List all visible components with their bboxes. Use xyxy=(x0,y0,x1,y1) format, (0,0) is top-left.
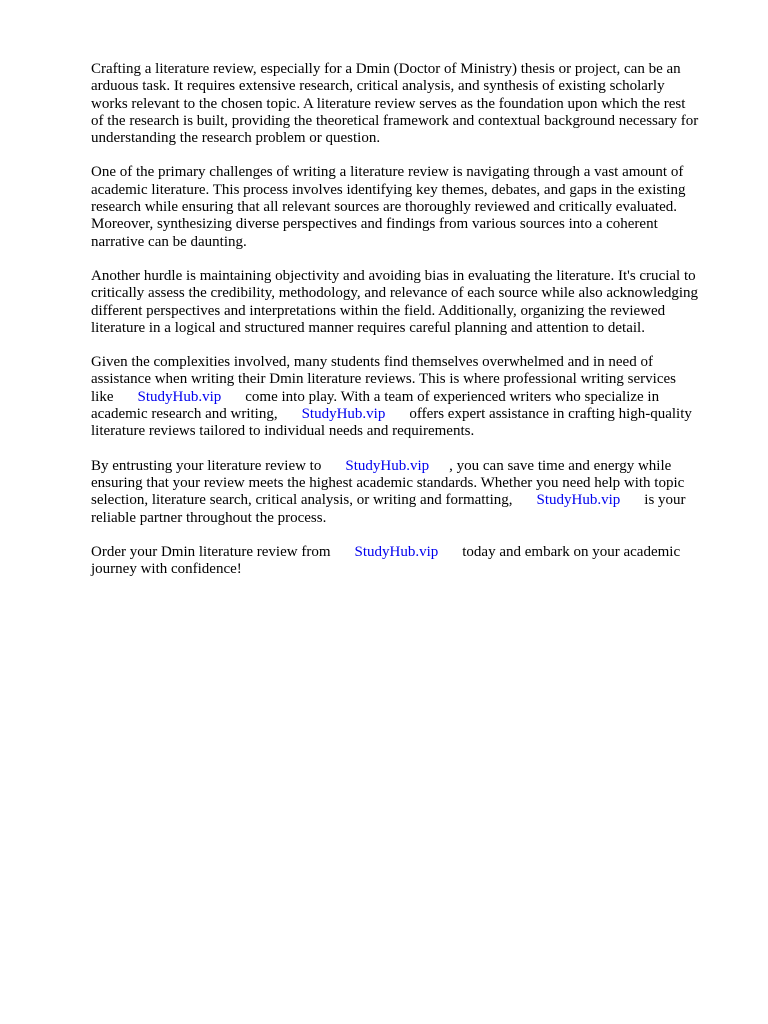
text-line: works relevant to the chosen topic. A literature review serves as the foundation upon which the rest xyxy=(91,95,686,112)
text-line: reliable partner throughout the process. xyxy=(91,509,327,526)
text-line: of the research is built, providing the theoretical framework and contextual background necessary for xyxy=(91,112,699,129)
paragraph-intro xyxy=(91,61,723,147)
studyhub-link[interactable]: StudyHub.vip xyxy=(354,543,439,560)
text-line: literature reviews tailored to individual needs and requirements. xyxy=(91,423,475,440)
text-line: assistance when writing their Dmin literature reviews. This is where professional writing services xyxy=(91,371,676,388)
text-line: Moreover, synthesizing diverse perspectives and findings from various sources into a coherent xyxy=(91,216,658,233)
text-line: Given the complexities involved, many students find themselves overwhelmed and in need of xyxy=(91,354,653,371)
text-line xyxy=(91,544,723,561)
text-segment: like xyxy=(91,388,114,405)
studyhub-link[interactable]: StudyHub.vip xyxy=(137,388,222,405)
text-line: academic literature. This process involves identifying key themes, debates, and gaps in the existing xyxy=(91,181,686,198)
document-body xyxy=(91,61,723,595)
text-segment: come into play. With a team of experienced writers who specialize in xyxy=(245,388,660,405)
text-line: critically assess the credibility, methodology, and relevance of each source while also acknowledging xyxy=(91,285,699,302)
text-line: literature in a logical and structured manner requires careful planning and attention to detail. xyxy=(91,319,645,336)
text-segment: By entrusting your literature review to xyxy=(91,457,322,474)
paragraph-objectivity xyxy=(91,268,723,337)
text-line xyxy=(91,458,723,475)
text-line: narrative can be daunting. xyxy=(91,233,247,250)
text-segment: offers expert assistance in crafting high-quality xyxy=(409,406,692,423)
text-line: journey with confidence! xyxy=(91,561,242,578)
text-segment: selection, literature search, critical analysis, or writing and formatting, xyxy=(91,492,513,509)
text-line xyxy=(91,389,723,406)
text-segment: is your xyxy=(644,492,686,509)
text-segment: today and embark on your academic xyxy=(462,543,681,560)
paragraph-entrusting xyxy=(91,458,723,527)
text-segment: academic research and writing, xyxy=(91,406,278,423)
text-line: Crafting a literature review, especially for a Dmin (Doctor of Ministry) thesis or project, can be an xyxy=(91,61,681,77)
text-line: understanding the research problem or question. xyxy=(91,130,381,147)
text-line xyxy=(91,406,723,423)
text-line xyxy=(91,492,723,509)
text-line: arduous task. It requires extensive research, critical analysis, and synthesis of existing scholarly xyxy=(91,78,665,95)
paragraph-services xyxy=(91,354,723,440)
studyhub-link[interactable]: StudyHub.vip xyxy=(536,492,621,509)
studyhub-link[interactable]: StudyHub.vip xyxy=(301,406,386,423)
paragraph-order xyxy=(91,544,723,579)
text-line: research while ensuring that all relevant sources are thoroughly reviewed and critically evaluated. xyxy=(91,199,678,216)
paragraph-challenges xyxy=(91,164,723,250)
text-line: Another hurdle is maintaining objectivity and avoiding bias in evaluating the literature. It's crucial to xyxy=(91,267,696,284)
text-line: ensuring that your review meets the highest academic standards. Whether you need help with topic xyxy=(91,474,685,491)
text-line: different perspectives and interpretations within the field. Additionally, organizing the reviewed xyxy=(91,302,666,319)
studyhub-link[interactable]: StudyHub.vip xyxy=(345,457,430,474)
text-segment: Order your Dmin literature review from xyxy=(91,543,331,560)
text-segment: , you can save time and energy while xyxy=(449,457,672,474)
text-line: One of the primary challenges of writing a literature review is navigating through a vast amount of xyxy=(91,164,684,181)
